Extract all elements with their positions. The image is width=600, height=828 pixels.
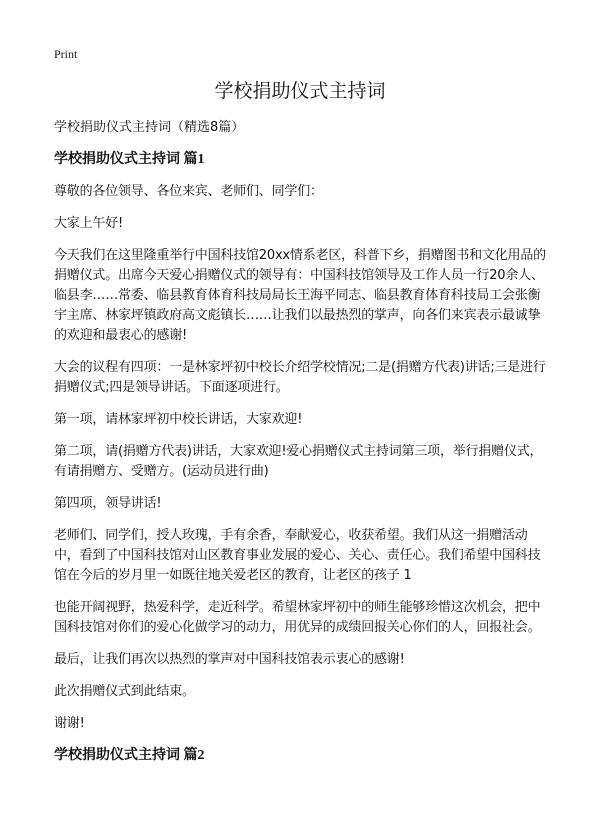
paragraph-agenda: 大会的议程有四项：一是林家坪初中校长介绍学校情况;二是(捐赠方代表)讲话;三是进行捐赠仪式;四是领导讲话。下面逐项进行。 [54,360,546,395]
paragraph-thanks-applause: 最后，让我们再次以热烈的掌声对中国科技馆表示衷心的感谢! [54,652,405,667]
page-title: 学校捐助仪式主持词 [214,80,386,102]
paragraph-speech: 老师们、同学们，授人玫瑰，手有余香，奉献爱心，收获希望。我们从这一捐赠活动中，看到了中国科技馆对山区教育事业发展的爱心、关心、责任心。我们希望中国科技馆在今后的岁月里一如既往地关爱老区的教育，让老区的孩子 1 [54,528,541,583]
paragraph-item-1: 第一项，请林家坪初中校长讲话，大家欢迎! [54,412,303,427]
document-subtitle: 学校捐助仪式主持词（精选8篇） [54,120,245,135]
paragraph-thank-you: 谢谢! [54,716,85,731]
paragraph-hope: 也能开阔视野，热爱科学，走近科学。希望林家坪初中的师生能够珍惜这次机会，把中国科技馆对你们的爱心化做学习的动力，用优异的成绩回报关心你们的人，回报社会。 [54,600,541,635]
document-body [54,118,550,778]
print-link[interactable]: Print [54,47,78,61]
paragraph-item-4: 第四项，领导讲话! [54,496,162,511]
paragraph-introduction: 今天我们在这里隆重举行中国科技馆20xx情系老区，科普下乡，捐赠图书和文化用品的捐赠仪式。出席今天爱心捐赠仪式的领导有：中国科技馆领导及工作人员一行20余人、临县李……常委、临县教育体育科技局局长王海平同志、临县教育体育科技局工会张衡宇主席、林家坪镇政府高文彪镇长……让我们以最热烈的掌声，向各们来宾表示最诚挚的欢迎和最衷心的感谢! [54,248,546,343]
section-heading-1: 学校捐助仪式主持词 篇1 [54,152,205,167]
paragraph-closing: 此次捐赠仪式到此结束。 [54,684,195,699]
section-heading-2: 学校捐助仪式主持词 篇2 [54,748,205,763]
paragraph-greeting: 尊敬的各位领导、各位来宾、老师们、同学们： [54,184,323,199]
paragraph-good-morning: 大家上午好! [54,216,124,231]
paragraph-item-2-3: 第二项，请(捐赠方代表)讲话，大家欢迎!爱心捐赠仪式主持词第三项，举行捐赠仪式，有请捐赠方、受赠方。(运动员进行曲) [54,444,543,479]
